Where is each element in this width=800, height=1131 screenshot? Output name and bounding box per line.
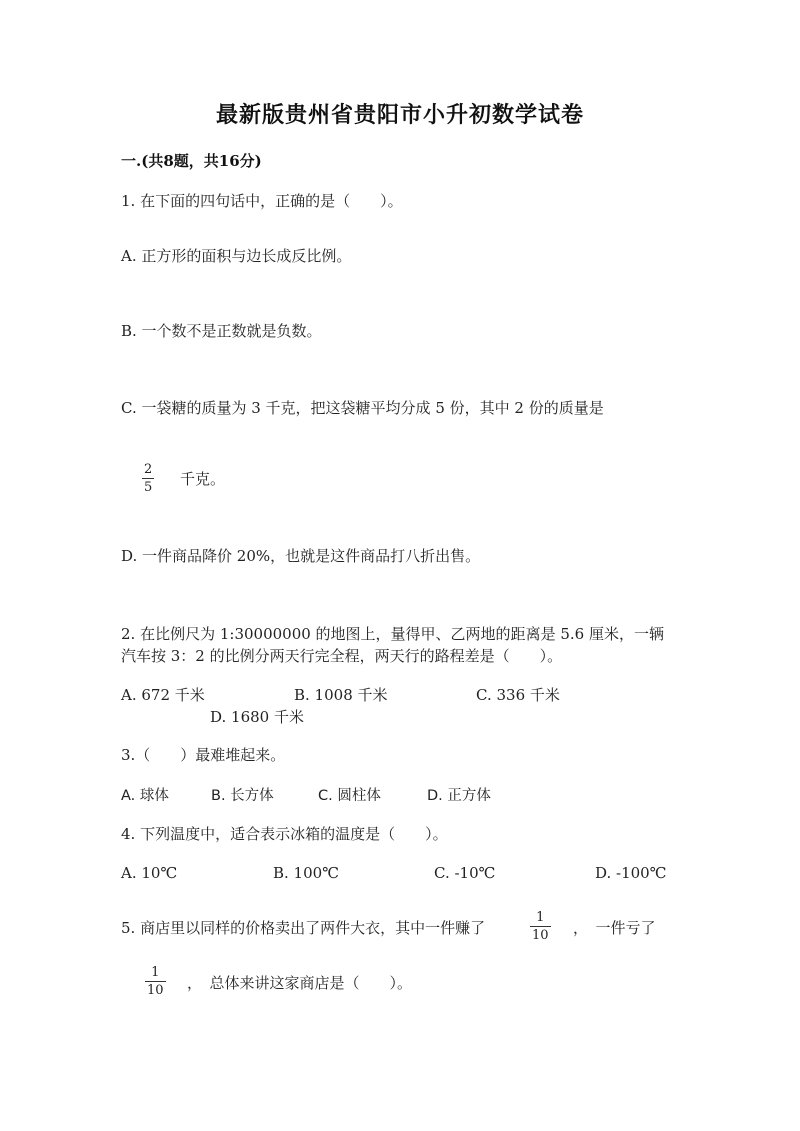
fraction-numerator: 1 [536, 910, 545, 925]
question-4-option-a: A. 10℃ [121, 864, 178, 882]
question-3-stem: 3.（ ）最难堆起来。 [121, 746, 286, 764]
fraction-denominator: 10 [147, 983, 164, 998]
question-5-stem-part-2: ， 一件亏了 [573, 919, 656, 937]
question-1-option-a: A. 正方形的面积与边长成反比例。 [121, 247, 352, 265]
question-1-stem: 1. 在下面的四句话中，正确的是（ ）。 [121, 192, 403, 210]
question-1-fraction [142, 463, 154, 494]
question-1-option-c: C. 一袋糖的质量为 3 千克，把这袋糖平均分成 5 份，其中 2 份的质量是 [121, 399, 604, 417]
question-5-fraction-2 [145, 966, 166, 997]
question-2-option-d: D. 1680 千米 [210, 708, 304, 726]
question-2-stem-line-2: 汽车按 3：2 的比例分两天行完全程，两天行的路程差是（ ）。 [121, 647, 563, 665]
question-3-option-a: A. 球体 [121, 788, 169, 804]
question-2-stem-line-1: 2. 在比例尺为 1:30000000 的地图上，量得甲、乙两地的距离是 5.6 厘米，一辆 [121, 625, 664, 643]
fraction-numerator: 2 [144, 462, 153, 477]
question-4-stem: 4. 下列温度中，适合表示冰箱的温度是（ ）。 [121, 825, 448, 843]
question-3-option-d: D. 正方体 [427, 788, 491, 804]
question-1-option-c-tail: 千克。 [180, 470, 226, 488]
question-5-stem-part-3: ， 总体来讲这家商店是（ ）。 [187, 974, 413, 992]
fraction-denominator: 10 [532, 928, 549, 943]
question-4-option-c: C. -10℃ [434, 864, 496, 882]
question-2-option-a: A. 672 千米 [121, 686, 205, 704]
question-5-fraction-1 [530, 911, 551, 942]
question-4-option-b: B. 100℃ [273, 864, 339, 882]
question-2-option-b: B. 1008 千米 [294, 686, 388, 704]
question-3-option-b: B. 长方体 [211, 788, 274, 804]
page-title: 最新版贵州省贵阳市小升初数学试卷 [215, 102, 584, 128]
fraction-denominator: 5 [144, 480, 153, 495]
question-1-option-b: B. 一个数不是正数就是负数。 [121, 322, 322, 340]
question-5-stem-part-1: 5. 商店里以同样的价格卖出了两件大衣，其中一件赚了 [121, 919, 486, 937]
fraction-numerator: 1 [151, 965, 160, 980]
question-1-option-d: D. 一件商品降价 20%，也就是这件商品打八折出售。 [121, 547, 481, 565]
question-3-option-c: C. 圆柱体 [318, 788, 381, 804]
question-2-option-c: C. 336 千米 [476, 686, 560, 704]
section-heading: 一.(共8题，共16分) [121, 152, 262, 170]
question-4-option-d: D. -100℃ [595, 864, 667, 882]
